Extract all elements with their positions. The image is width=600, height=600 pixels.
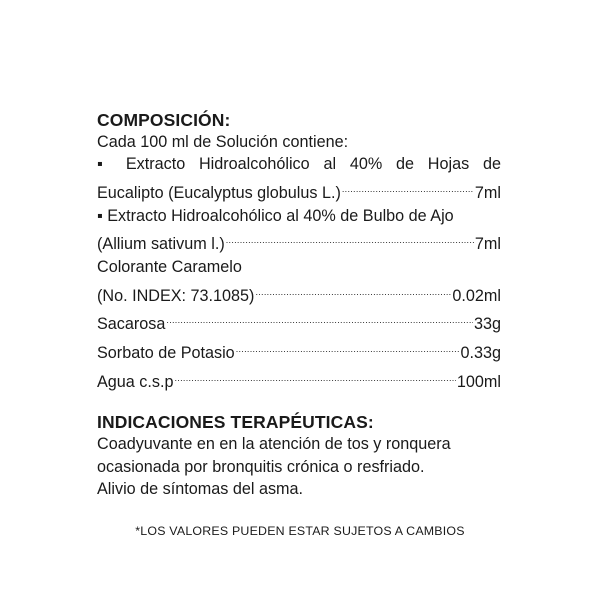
ingredient-sucrose-label: Sacarosa: [97, 315, 166, 334]
dot-leader: [175, 365, 456, 387]
dot-leader: [255, 278, 451, 300]
label-text-panel: [97, 109, 501, 501]
ingredient-sucrose: [97, 307, 501, 336]
dot-leader: [166, 307, 473, 329]
dot-leader: [342, 176, 474, 198]
ingredient-eucalyptus-value: 7ml: [474, 184, 501, 203]
indications-heading: INDICACIONES TERAPÉUTICAS:: [97, 412, 374, 433]
composition-heading: COMPOSICIÓN:: [97, 110, 231, 130]
disclaimer-footnote: *LOS VALORES PUEDEN ESTAR SUJETOS A CAMBIOS: [135, 524, 465, 538]
indications-line-1: Coadyuvante en en la atención de tos y ronquera: [97, 435, 451, 454]
ingredient-eucalyptus-label: Eucalipto (Eucalyptus globulus L.): [97, 184, 341, 203]
ingredient-water-label: Agua c.s.p: [97, 373, 174, 391]
dot-leader: [226, 227, 474, 249]
ingredient-garlic-line1: ▪ Extracto Hidroalcohólico al 40% de Bulbo de Ajo: [97, 206, 454, 225]
ingredient-sucrose-value: 33g: [473, 315, 501, 334]
ingredient-caramel-label: (No. INDEX: 73.1085): [97, 286, 255, 305]
ingredient-eucalyptus-line2: [97, 176, 501, 205]
ingredient-garlic-value: 7ml: [474, 235, 501, 254]
ingredient-eucalyptus-line1: ▪ Extracto Hidroalcohólico al 40% de Hojas de: [97, 155, 501, 174]
ingredient-water-value: 100ml: [456, 373, 501, 391]
dot-leader: [236, 336, 460, 358]
indications-section: [97, 411, 501, 500]
indications-line-3: Alivio de síntomas del asma.: [97, 480, 304, 499]
composition-intro: Cada 100 ml de Solución contiene:: [97, 133, 349, 151]
section-spacer: [97, 393, 501, 411]
indications-line-2: ocasionada por bronquitis crónica o resfriado.: [97, 457, 425, 476]
ingredient-garlic-line2: [97, 227, 501, 256]
ingredient-potassium-sorbate: [97, 336, 501, 365]
ingredient-caramel-value: 0.02ml: [452, 286, 501, 305]
ingredient-water: [97, 365, 501, 394]
ingredient-potassium-sorbate-label: Sorbato de Potasio: [97, 344, 235, 363]
ingredient-potassium-sorbate-value: 0.33g: [460, 344, 501, 363]
ingredient-caramel-line2: [97, 278, 501, 307]
ingredient-caramel-line1: Colorante Caramelo: [97, 257, 242, 276]
ingredient-garlic-label: (Allium sativum l.): [97, 235, 225, 254]
